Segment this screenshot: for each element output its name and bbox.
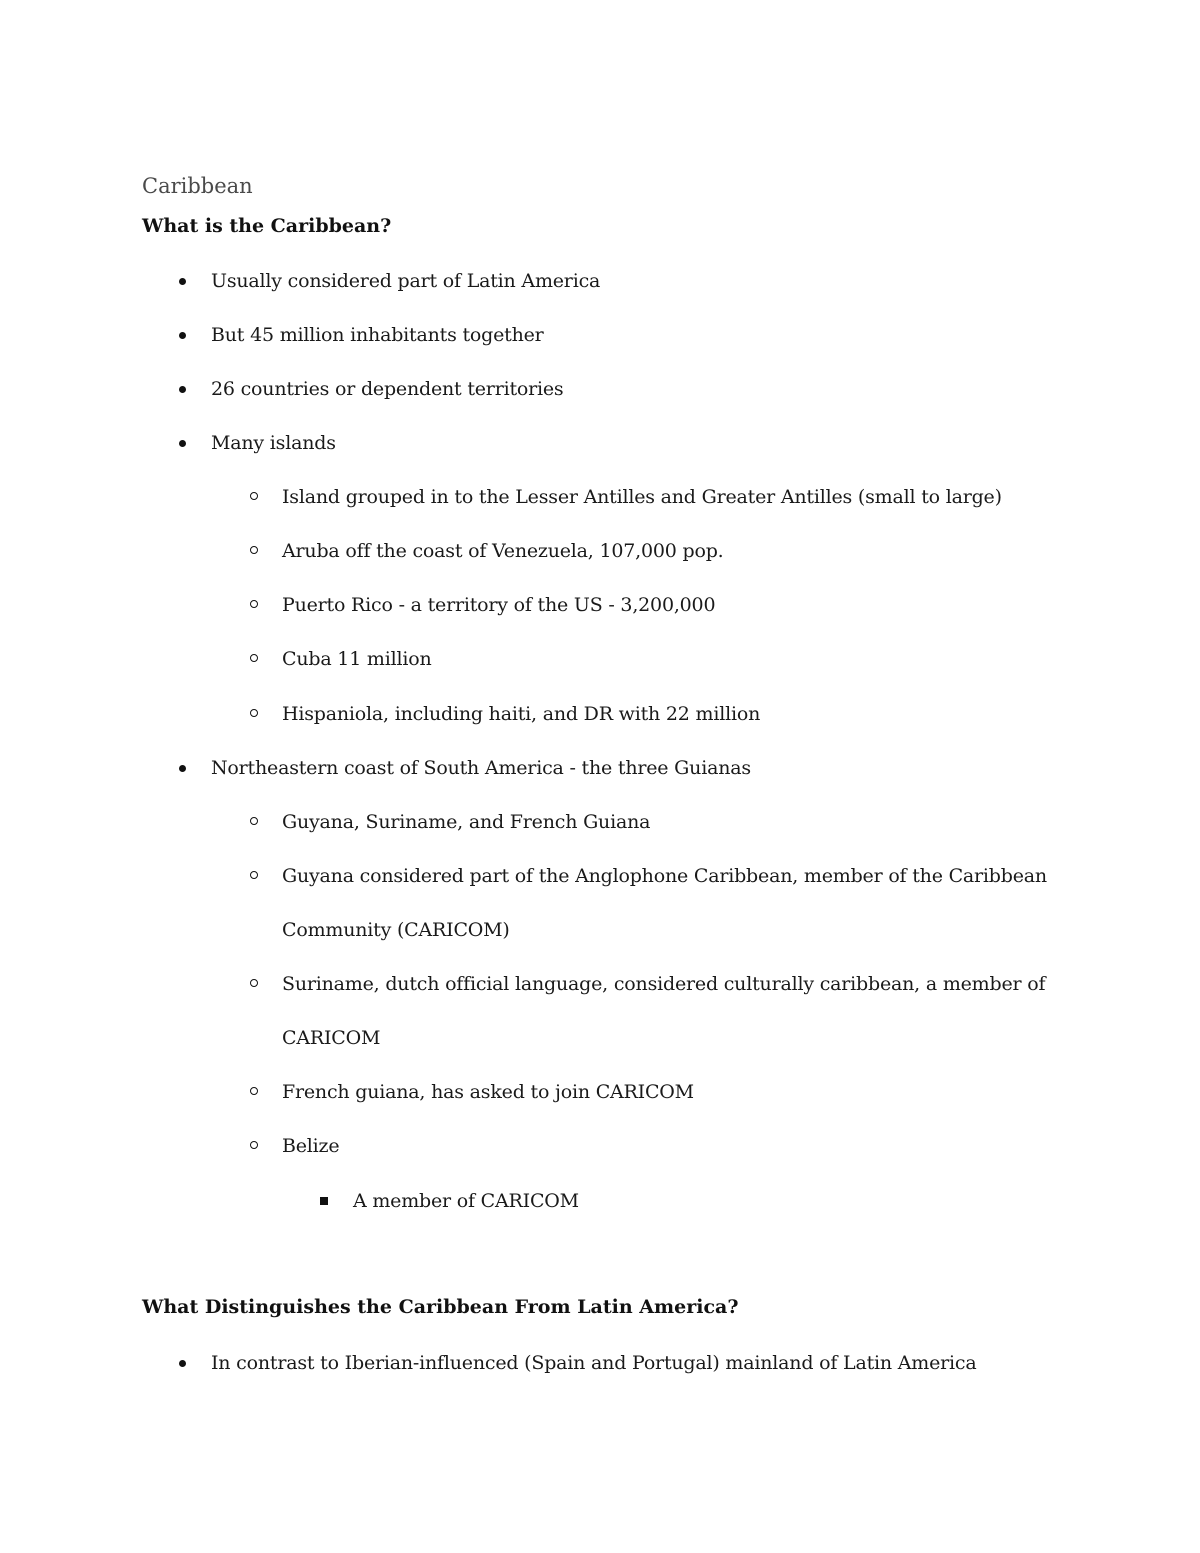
- list-subitem-continuation: CARICOM: [282, 1027, 381, 1049]
- list-subitem: Suriname, dutch official language, considered culturally caribbean, a member of: [282, 973, 1046, 995]
- hollow-bullet-icon: [250, 1087, 258, 1095]
- bullet-icon: [179, 1360, 186, 1367]
- hollow-bullet-icon: [250, 817, 258, 825]
- list-subitem: Island grouped in to the Lesser Antilles and Greater Antilles (small to large): [282, 486, 1002, 508]
- hollow-bullet-icon: [250, 1141, 258, 1149]
- hollow-bullet-icon: [250, 871, 258, 879]
- list-subitem: Hispaniola, including haiti, and DR with 22 million: [282, 703, 761, 725]
- document-title: Caribbean: [142, 174, 253, 198]
- list-item: In contrast to Iberian-influenced (Spain and Portugal) mainland of Latin America: [211, 1352, 977, 1374]
- list-subitem-continuation: Community (CARICOM): [282, 919, 510, 941]
- list-subitem: French guiana, has asked to join CARICOM: [282, 1081, 694, 1103]
- list-item: Northeastern coast of South America - the three Guianas: [211, 757, 751, 779]
- hollow-bullet-icon: [250, 654, 258, 662]
- list-subitem: Cuba 11 million: [282, 648, 432, 670]
- bullet-icon: [179, 278, 186, 285]
- square-bullet-icon: [320, 1197, 328, 1205]
- hollow-bullet-icon: [250, 492, 258, 500]
- bullet-icon: [179, 765, 186, 772]
- list-subitem: Belize: [282, 1135, 340, 1157]
- list-subitem: Guyana considered part of the Anglophone Caribbean, member of the Caribbean: [282, 865, 1047, 887]
- list-subitem: Guyana, Suriname, and French Guiana: [282, 811, 651, 833]
- hollow-bullet-icon: [250, 600, 258, 608]
- list-item: Many islands: [211, 432, 336, 454]
- list-item: 26 countries or dependent territories: [211, 378, 564, 400]
- hollow-bullet-icon: [250, 979, 258, 987]
- bullet-icon: [179, 332, 186, 339]
- list-item: But 45 million inhabitants together: [211, 324, 544, 346]
- section-heading-distinguishes: What Distinguishes the Caribbean From Latin America?: [142, 1296, 739, 1318]
- bullet-icon: [179, 440, 186, 447]
- list-subsubitem: A member of CARICOM: [353, 1190, 579, 1212]
- hollow-bullet-icon: [250, 546, 258, 554]
- list-subitem: Aruba off the coast of Venezuela, 107,000 pop.: [282, 540, 724, 562]
- section-heading-what-is-caribbean: What is the Caribbean?: [142, 215, 392, 237]
- hollow-bullet-icon: [250, 709, 258, 717]
- list-item: Usually considered part of Latin America: [211, 270, 601, 292]
- list-subitem: Puerto Rico - a territory of the US - 3,200,000: [282, 594, 716, 616]
- bullet-icon: [179, 386, 186, 393]
